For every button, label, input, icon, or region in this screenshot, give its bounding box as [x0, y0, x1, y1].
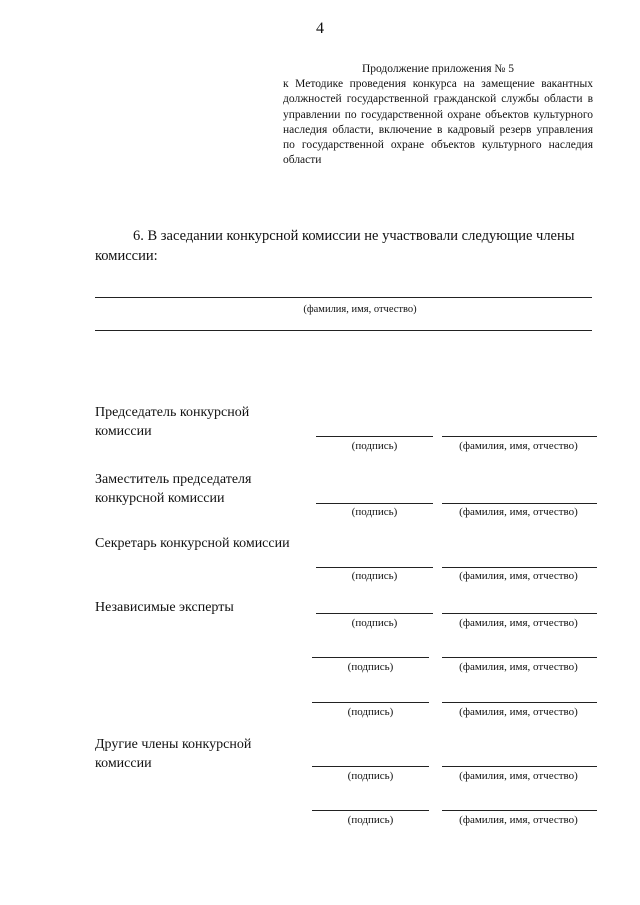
absent-member-line-2: [95, 330, 592, 331]
role-secretary: Секретарь конкурсной комиссии: [95, 536, 290, 551]
signature-line: [312, 810, 429, 811]
role-chairman: Председатель конкурсной комиссии: [95, 405, 250, 439]
name-line: [442, 657, 597, 658]
signature-caption: (подпись): [351, 570, 398, 582]
page-number: 4: [316, 20, 324, 37]
signature-line: [316, 613, 433, 614]
name-caption: (фамилия, имя, отчество): [459, 570, 578, 582]
signature-line: [312, 702, 429, 703]
role-deputy-chairman: Заместитель председателя конкурсной комиссии: [95, 472, 252, 506]
signature-line: [312, 766, 429, 767]
name-caption: (фамилия, имя, отчество): [459, 506, 578, 518]
name-line: [442, 613, 597, 614]
name-caption: (фамилия, имя, отчество): [459, 661, 578, 673]
appendix-header: [283, 62, 593, 168]
signature-caption: (подпись): [347, 814, 394, 826]
appendix-reference-text: к Методике проведения конкурса на замещение вакантных должностей государственной гражданской службы области в управлении по государственной охране объектов культурного наследия области, включение в кадровый резерв управления по государственной охране объектов культурного наследия области: [283, 78, 593, 167]
signature-caption: (подпись): [351, 506, 398, 518]
absent-member-caption: (фамилия, имя, отчество): [303, 304, 417, 315]
signature-caption: (подпись): [351, 440, 398, 452]
signature-caption: (подпись): [347, 661, 394, 673]
signature-caption: (подпись): [351, 617, 398, 629]
name-line: [442, 503, 597, 504]
name-caption: (фамилия, имя, отчество): [459, 706, 578, 718]
section-6-text: 6. В заседании конкурсной комиссии не участвовали следующие члены комиссии:: [95, 228, 575, 264]
role-other-members: Другие члены конкурсной комиссии: [95, 737, 252, 771]
signature-line: [316, 503, 433, 504]
name-line: [442, 702, 597, 703]
name-line: [442, 766, 597, 767]
name-caption: (фамилия, имя, отчество): [459, 440, 578, 452]
name-line: [442, 810, 597, 811]
signature-caption: (подпись): [347, 770, 394, 782]
signature-line: [312, 657, 429, 658]
absent-member-line-1: [95, 297, 592, 298]
name-caption: (фамилия, имя, отчество): [459, 617, 578, 629]
appendix-title: Продолжение приложения № 5: [361, 63, 515, 75]
name-caption: (фамилия, имя, отчество): [459, 814, 578, 826]
signature-caption: (подпись): [347, 706, 394, 718]
name-caption: (фамилия, имя, отчество): [459, 770, 578, 782]
signature-line: [316, 436, 433, 437]
name-line: [442, 436, 597, 437]
name-line: [442, 567, 597, 568]
role-independent-experts: Независимые эксперты: [95, 600, 234, 615]
signature-line: [316, 567, 433, 568]
